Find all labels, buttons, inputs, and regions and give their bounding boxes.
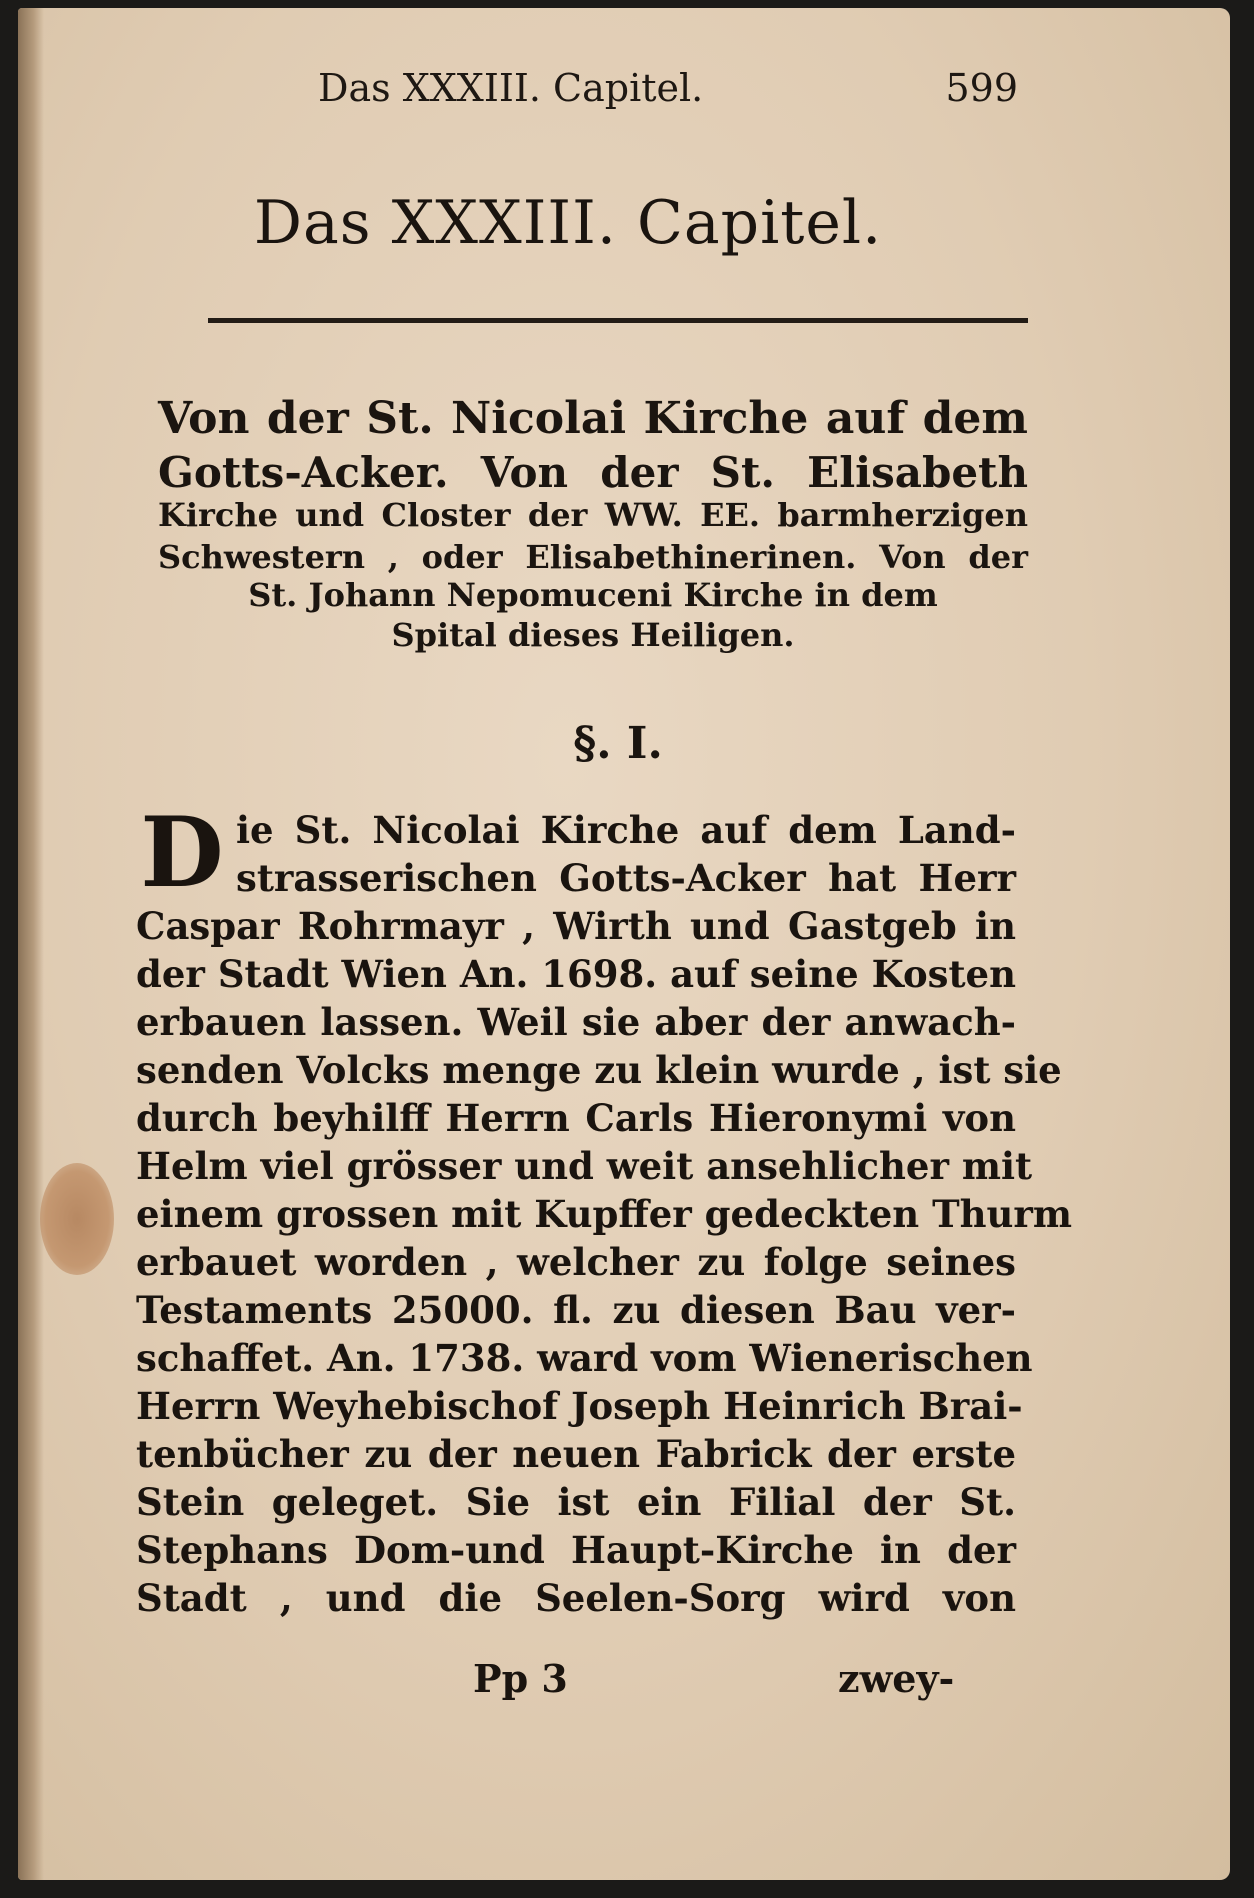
chapter-heading-line: Gotts-Acker. Von der St. Elisabeth (158, 448, 1028, 497)
body-line: Caspar Rohrmayr , Wirth und Gastgeb in (136, 904, 1016, 948)
body-line: strasserischen Gotts-Acker hat Herr (236, 856, 1016, 900)
body-line: Testaments 25000. fl. zu diesen Bau ver- (136, 1288, 1016, 1332)
body-line: erbauen lassen. Weil sie aber der anwach- (136, 1000, 1016, 1044)
body-line: Stadt , und die Seelen-Sorg wird von (136, 1576, 1016, 1620)
chapter-heading-line: Spital dieses Heiligen. (391, 616, 795, 654)
body-line: erbauet worden , welcher zu folge seines (136, 1240, 1016, 1284)
book-spine-shadow (18, 8, 44, 1880)
chapter-title: Das XXXIII. Capitel. (253, 188, 883, 258)
body-line: der Stadt Wien An. 1698. auf seine Kosten (136, 952, 1016, 996)
title-rule (208, 318, 1028, 323)
body-line: ie St. Nicolai Kirche auf dem Land- (236, 808, 1016, 852)
body-line: senden Volcks menge zu klein wurde , ist sie (136, 1048, 1062, 1092)
book-page (18, 8, 1230, 1880)
body-line: Helm viel grösser und weit ansehlicher mit (136, 1144, 1033, 1188)
section-mark: §. I. (573, 718, 663, 769)
body-line: einem grossen mit Kupffer gedeckten Thurm (136, 1192, 1073, 1236)
running-head (318, 66, 1018, 114)
drop-cap: D (140, 796, 224, 909)
chapter-heading-line: Schwestern , oder Elisabethinerinen. Von der (158, 538, 1028, 576)
running-head-title: Das XXXIII. Capitel. (318, 66, 704, 110)
chapter-heading-line: Kirche und Closter der WW. EE. barmherzigen (158, 496, 1028, 534)
chapter-heading-line: Von der St. Nicolai Kirche auf dem (158, 393, 1028, 444)
body-line: Stein geleget. Sie ist ein Filial der St. (136, 1480, 1016, 1524)
page-number: 599 (945, 66, 1018, 110)
body-line: Stephans Dom-und Haupt-Kirche in der (136, 1528, 1016, 1572)
page-stain (40, 1163, 114, 1275)
body-line: durch beyhilff Herrn Carls Hieronymi von (136, 1096, 1016, 1140)
signature-mark: Pp 3 (473, 1656, 568, 1701)
body-line: schaffet. An. 1738. ward vom Wienerischen (136, 1336, 1033, 1380)
catchword: zwey- (838, 1656, 955, 1701)
chapter-heading-line: St. Johann Nepomuceni Kirche in dem (248, 576, 938, 614)
body-line: Herrn Weyhebischof Joseph Heinrich Brai- (136, 1384, 1023, 1428)
body-line: tenbücher zu der neuen Fabrick der erste (136, 1432, 1016, 1476)
